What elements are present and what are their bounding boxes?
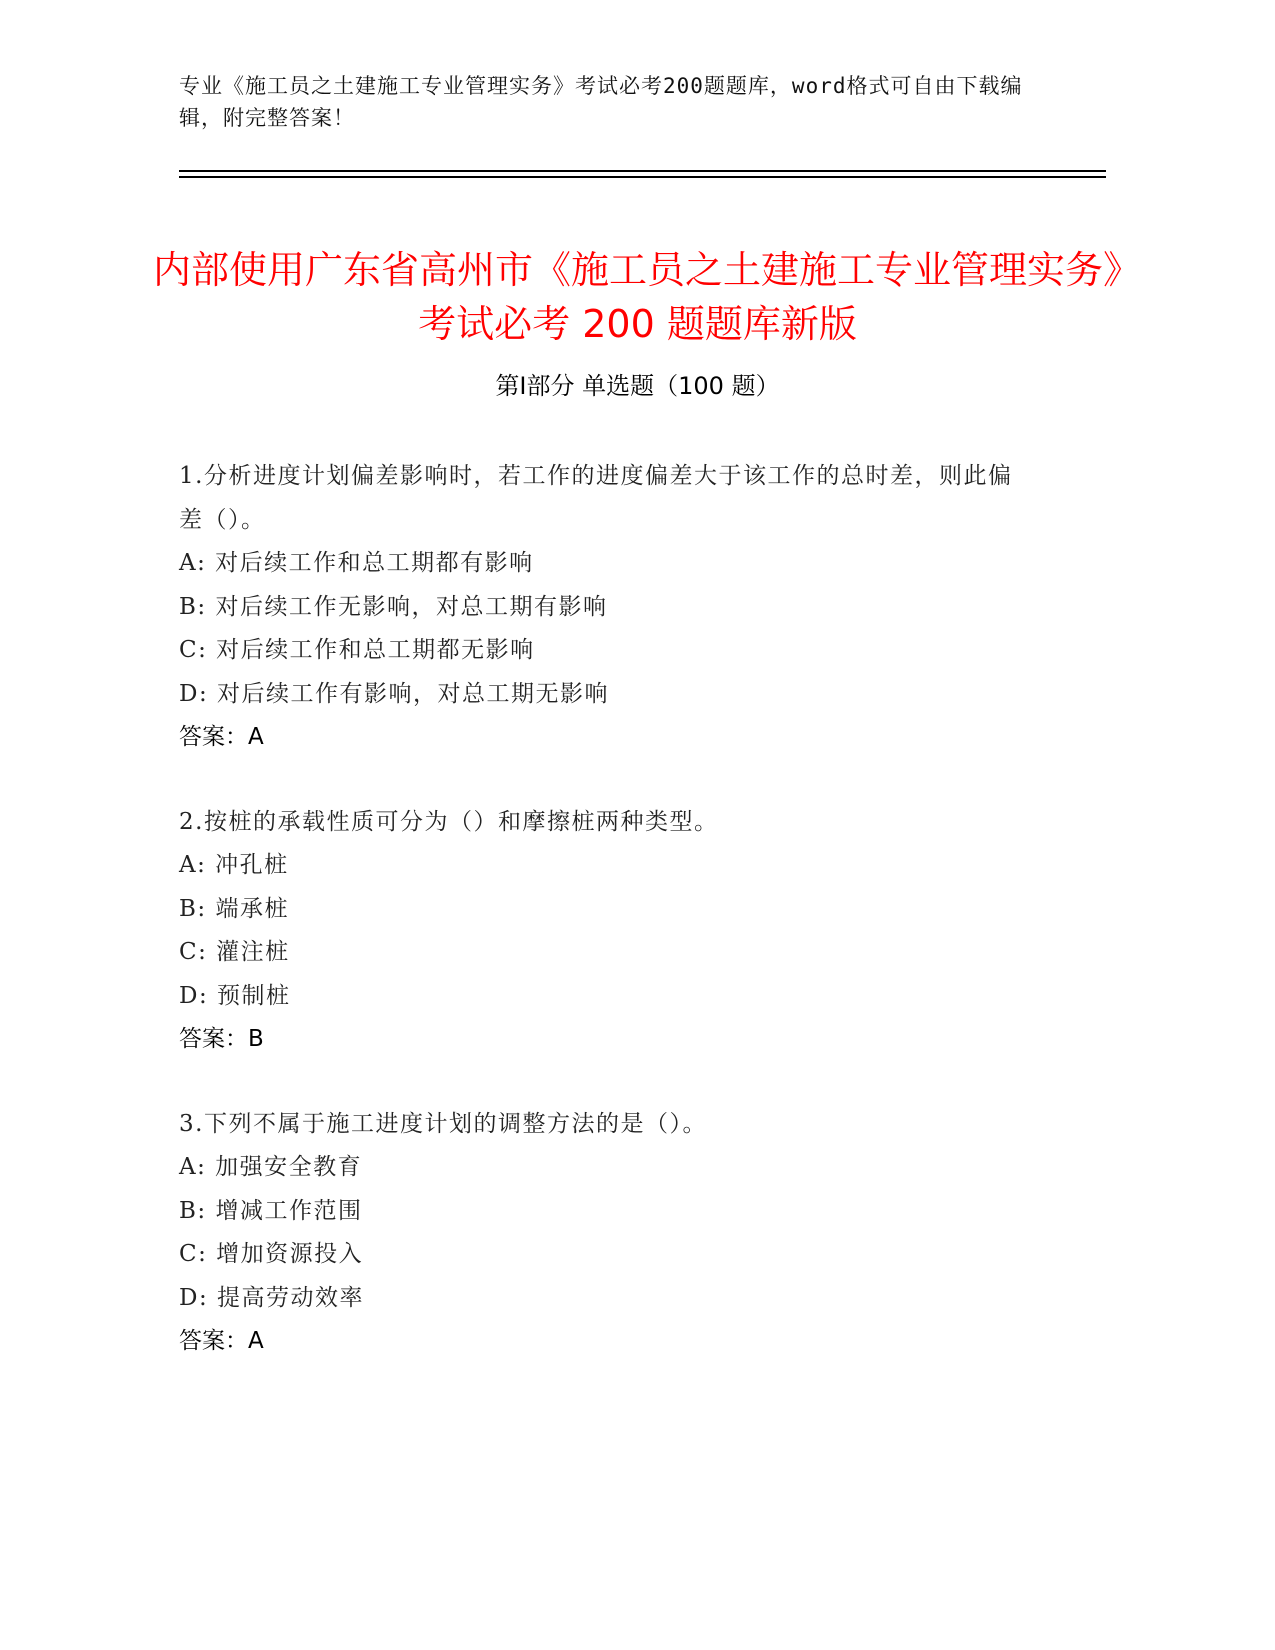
option-a: A: 加强安全教育 bbox=[179, 1154, 363, 1180]
question-stem: 2.按桩的承载性质可分为（）和摩擦桩两种类型。 bbox=[179, 808, 719, 835]
option-b: B: 对后续工作无影响，对总工期有影响 bbox=[179, 593, 608, 620]
question-3 bbox=[179, 1103, 1079, 1364]
header-divider-top bbox=[179, 170, 1106, 172]
document-title: 内部使用广东省高州市《施工员之土建施工专业管理实务》考试必考 200 题题库新版 bbox=[152, 248, 1122, 347]
option-a: A: 冲孔桩 bbox=[179, 852, 289, 878]
question-stem: 3.下列不属于施工进度计划的调整方法的是（）。 bbox=[179, 1110, 707, 1137]
section-heading: 第Ⅰ部分 单选题（100 题） bbox=[495, 372, 780, 400]
header-divider-bottom bbox=[179, 176, 1106, 178]
option-b: B: 增减工作范围 bbox=[179, 1197, 363, 1224]
option-a: A: 对后续工作和总工期都有影响 bbox=[179, 550, 534, 576]
option-c: C: 对后续工作和总工期都无影响 bbox=[179, 637, 535, 663]
question-1 bbox=[179, 455, 1079, 760]
answer: 答案：B bbox=[179, 1026, 264, 1052]
option-c: C: 增加资源投入 bbox=[179, 1241, 364, 1267]
option-b: B: 端承桩 bbox=[179, 895, 289, 922]
option-c: C: 灌注桩 bbox=[179, 939, 290, 965]
header-note: 专业《施工员之土建施工专业管理实务》考试必考200题题库，word格式可自由下载编辑，附完整答案！ bbox=[179, 74, 1023, 130]
question-list bbox=[179, 455, 1079, 1405]
answer: 答案：A bbox=[179, 724, 264, 750]
answer: 答案：A bbox=[179, 1328, 264, 1354]
question-stem: 1.分析进度计划偏差影响时，若工作的进度偏差大于该工作的总时差，则此偏差（）。 bbox=[179, 463, 1013, 533]
question-2 bbox=[179, 801, 1079, 1062]
option-d: D: 提高劳动效率 bbox=[179, 1284, 365, 1311]
option-d: D: 对后续工作有影响，对总工期无影响 bbox=[179, 680, 610, 707]
option-d: D: 预制桩 bbox=[179, 982, 291, 1009]
